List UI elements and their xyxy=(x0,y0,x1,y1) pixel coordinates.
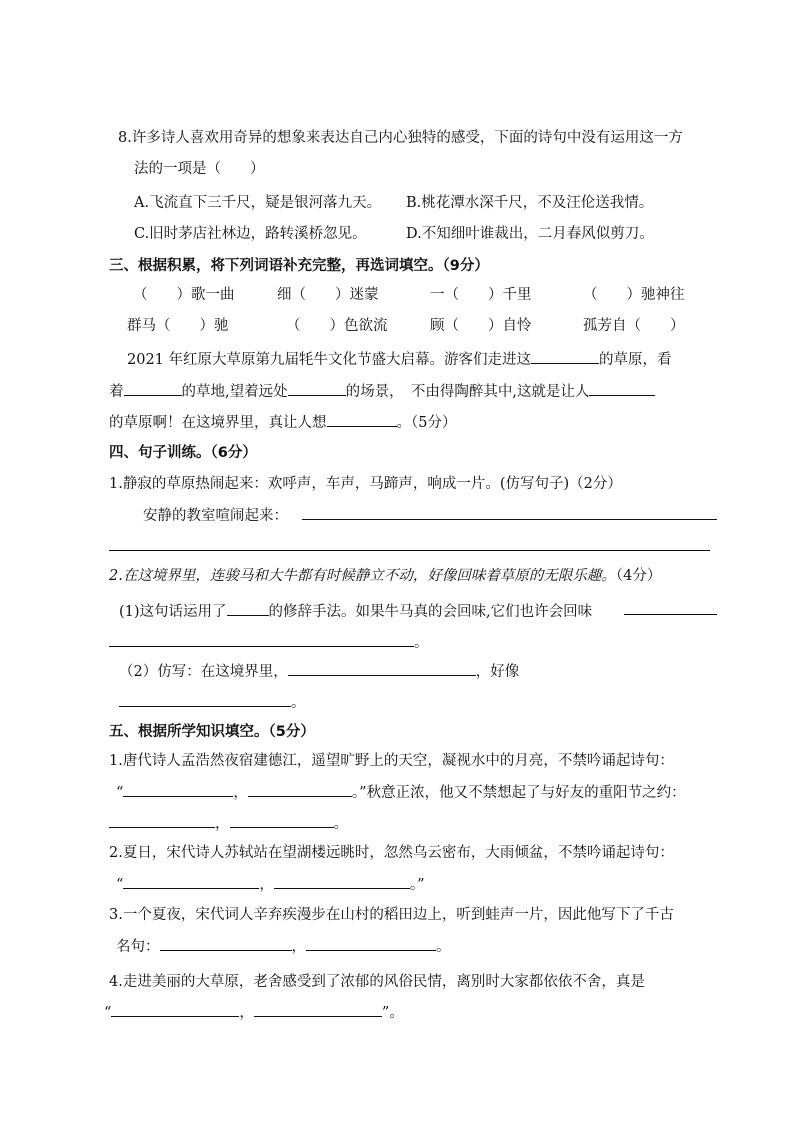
answer-blank[interactable] xyxy=(254,1001,382,1017)
s4-q2-text: 2.在这境界里，连骏马和大牛都有时候静立不动，好像回味着草原的无限乐趣。 xyxy=(109,568,616,584)
s4-q2-part1 xyxy=(119,600,592,622)
word-fill-item: 一（ ）千里 xyxy=(430,287,532,303)
word-fill-item: 细（ ）迷蒙 xyxy=(277,287,379,303)
punctuation: 。 xyxy=(436,939,451,955)
s5-q4-line1: 4.走进美丽的大草原，老舍感受到了浓郁的风俗民情，离别时大家都依依不舍，真是 xyxy=(109,974,645,990)
section-5-title: 五、根据所学知识填空。（5分） xyxy=(109,724,315,740)
q8-option-c: C.旧时茅店社林边，路转溪桥忽见。 xyxy=(134,226,367,242)
passage-line-3 xyxy=(109,411,456,433)
answer-blank[interactable] xyxy=(230,812,334,828)
s4-q2-part2-text: ，好像 xyxy=(475,664,520,680)
s4-q2-score: （4分） xyxy=(615,568,662,584)
s5-q1-line1: 1.唐代诗人孟浩然夜宿建德江，遥望旷野上的天空，凝视水中的月亮，不禁吟诵起诗句： xyxy=(109,753,674,769)
punctuation: “ xyxy=(116,785,124,801)
s4-q2-stem xyxy=(109,566,661,586)
answer-blank[interactable] xyxy=(227,600,269,616)
passage-text: 的草原啊！在这境界里，真让人想 xyxy=(109,415,327,431)
answer-blank[interactable] xyxy=(306,935,436,951)
q8-option-d: D.不知细叶谁裁出，二月春风似剪刀。 xyxy=(406,226,654,242)
word-fill-item: （ ）驰神往 xyxy=(583,287,685,303)
s5-q1-line3 xyxy=(109,812,348,834)
answer-line[interactable] xyxy=(624,614,717,615)
punctuation: 。 xyxy=(333,816,348,832)
punctuation: 。 xyxy=(291,695,306,711)
s4-q2-part1-cont xyxy=(109,631,429,653)
word-fill-item: 孤芳自（ ） xyxy=(583,318,685,334)
s4-q1-stem: 1.静寂的草原热闹起来：欢呼声，车声，马蹄声，响成一片。(仿写句子)（2分） xyxy=(109,476,622,492)
punctuation: ， xyxy=(215,816,230,832)
punctuation: ， xyxy=(239,1005,254,1021)
passage-text: 着 xyxy=(109,384,124,400)
punctuation: 。 xyxy=(414,635,429,651)
s4-q2-part2-cont xyxy=(119,691,306,713)
passage-text: 的场景， 不由得陶醉其中,这就是让人 xyxy=(345,384,590,400)
answer-blank[interactable] xyxy=(248,781,352,797)
s4-q2-part1-text: 的修辞手法。如果牛马真的会回味,它们也许会回味 xyxy=(268,604,593,620)
s5-q3-line1: 3.一个夏夜，宋代词人辛弃疾漫步在山村的稻田边上，听到蛙声一片，因此他写下了千古 xyxy=(109,907,674,923)
answer-blank[interactable] xyxy=(111,1001,239,1017)
passage-text: 。（5分） xyxy=(396,415,457,431)
punctuation: ， xyxy=(259,877,274,893)
s5-q2-line2 xyxy=(116,873,425,895)
word-fill-item: 群马（ ）驰 xyxy=(127,318,229,334)
section-4-title: 四、句子训练。（6分） xyxy=(109,445,257,461)
s5-q4-line2 xyxy=(104,1001,404,1023)
punctuation: ， xyxy=(291,939,306,955)
answer-blank[interactable] xyxy=(589,380,655,396)
q8-option-b: B.桃花潭水深千尺，不及汪伦送我情。 xyxy=(406,195,654,211)
s4-q2-part1-text: (1)这句话运用了 xyxy=(119,604,227,620)
passage-text: 2021 年红原大草原第九届牦牛文化节盛大启幕。游客们走进这 xyxy=(127,352,532,368)
passage-text: 的草原，看 xyxy=(599,352,672,368)
answer-line[interactable] xyxy=(302,519,717,520)
punctuation: 。” xyxy=(409,877,425,893)
q8-stem-line2: 法的一项是（ ） xyxy=(134,161,265,177)
q8-option-a: A.飞流直下三千尺，疑是银河落九天。 xyxy=(134,195,382,211)
word-fill-item: （ ）歌一曲 xyxy=(133,287,235,303)
answer-line[interactable] xyxy=(109,550,710,551)
answer-blank[interactable] xyxy=(109,631,414,647)
answer-blank[interactable] xyxy=(123,873,259,889)
s4-q1-prompt: 安静的教室喧闹起来： xyxy=(143,508,288,524)
answer-blank[interactable] xyxy=(288,660,476,676)
passage-line-1 xyxy=(127,348,672,370)
passage-text: 的草地,望着远处 xyxy=(181,384,288,400)
s5-q2-line1: 2.夏日，宋代诗人苏轼站在望湖楼远眺时，忽然乌云密布，大雨倾盆，不禁吟诵起诗句： xyxy=(109,845,674,861)
s4-q2-part2-text: （2）仿写：在这境界里， xyxy=(119,664,288,680)
answer-blank[interactable] xyxy=(124,380,182,396)
s5-q3-line2 xyxy=(116,935,451,957)
word-fill-item: （ ）色欲流 xyxy=(286,318,388,334)
section-3-title: 三、根据积累，将下列词语补充完整，再选词填空。（9分） xyxy=(109,258,489,274)
passage-line-2 xyxy=(109,380,655,402)
answer-blank[interactable] xyxy=(327,411,397,427)
answer-blank[interactable] xyxy=(119,691,291,707)
answer-blank[interactable] xyxy=(160,935,292,951)
punctuation: “ xyxy=(104,1005,112,1021)
s5-q3-text: 名句： xyxy=(116,939,160,955)
s4-q2-part2 xyxy=(119,660,519,682)
answer-blank[interactable] xyxy=(288,380,346,396)
q8-stem-line1: 8.许多诗人喜欢用奇异的想象来表达自己内心独特的感受，下面的诗句中没有运用这一方 xyxy=(118,130,683,146)
answer-blank[interactable] xyxy=(109,812,215,828)
answer-blank[interactable] xyxy=(274,873,410,889)
punctuation: “ xyxy=(116,877,124,893)
answer-blank[interactable] xyxy=(531,348,599,364)
punctuation: ， xyxy=(233,785,248,801)
s5-q1-line2 xyxy=(116,781,686,803)
answer-blank[interactable] xyxy=(123,781,233,797)
s5-q1-text: 。”秋意正浓，他又不禁想起了与好友的重阳节之约： xyxy=(351,785,686,801)
punctuation: ”。 xyxy=(381,1005,404,1021)
word-fill-item: 顾（ ）自怜 xyxy=(430,318,532,334)
